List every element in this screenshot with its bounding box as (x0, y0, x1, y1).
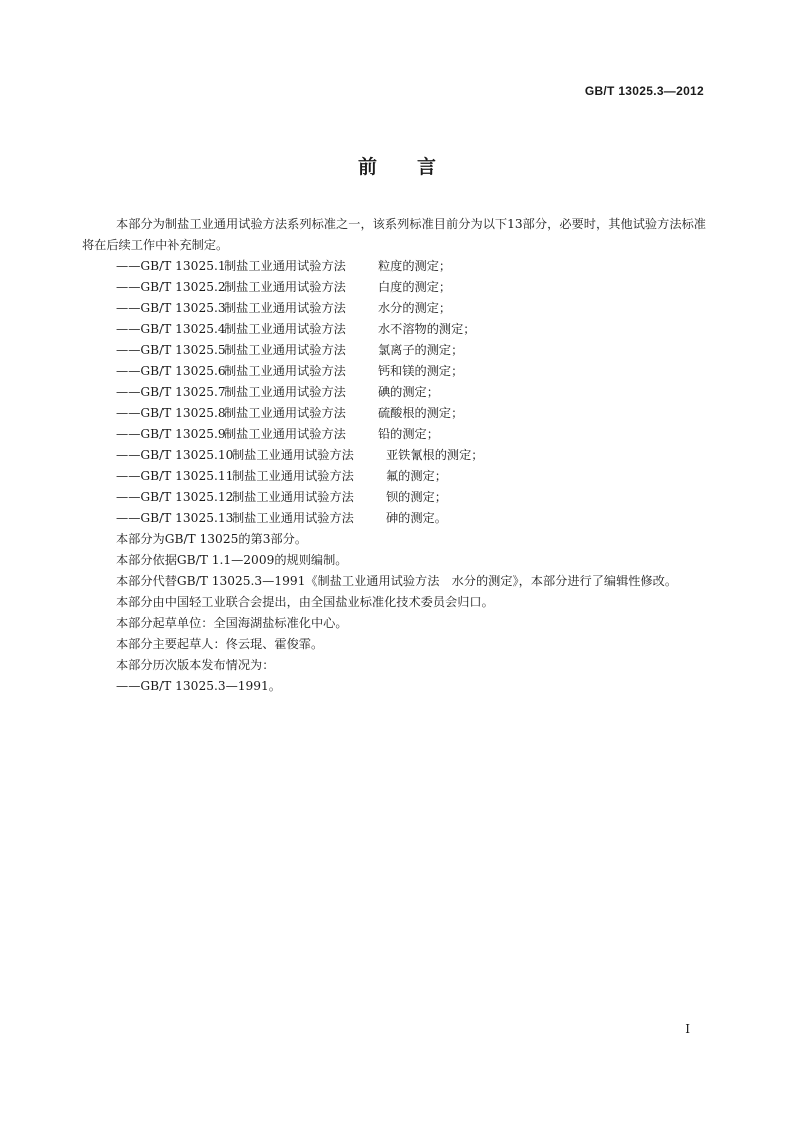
part-of-paragraph: 本部分为GB/T 13025的第3部分。 (116, 532, 308, 546)
list-item (82, 466, 706, 487)
list-item (82, 403, 706, 424)
part-method: 制盐工业通用试验方法 (224, 301, 346, 315)
list-item (82, 277, 706, 298)
part-subject: 水分的测定； (378, 301, 452, 315)
part-subject: 氟的测定； (386, 469, 447, 483)
part-subject: 钡的测定； (386, 490, 447, 504)
part-code: ——GB/T 13025.2 (116, 280, 226, 294)
part-method: 制盐工业通用试验方法 (232, 448, 354, 462)
part-method: 制盐工业通用试验方法 (232, 511, 354, 525)
part-code: ——GB/T 13025.12 (116, 490, 234, 504)
part-subject: 硫酸根的测定； (378, 406, 464, 420)
part-method: 制盐工业通用试验方法 (224, 427, 346, 441)
part-code: ——GB/T 13025.9 (116, 427, 226, 441)
list-item (82, 382, 706, 403)
part-code: ——GB/T 13025.13 (116, 511, 234, 525)
standard-code-header: GB/T 13025.3—2012 (584, 84, 704, 98)
list-item (82, 340, 706, 361)
drafting-rules-paragraph: 本部分依据GB/T 1.1—2009的规则编制。 (116, 553, 348, 567)
history-heading: 本部分历次版本发布情况为： (116, 658, 275, 672)
list-item (82, 487, 706, 508)
part-code: ——GB/T 13025.8 (116, 406, 226, 420)
part-method: 制盐工业通用试验方法 (224, 259, 346, 273)
list-item (82, 319, 706, 340)
part-method: 制盐工业通用试验方法 (224, 364, 346, 378)
page-number: I (685, 1022, 690, 1036)
part-subject: 钙和镁的测定； (378, 364, 464, 378)
part-code: ——GB/T 13025.4 (116, 322, 226, 336)
part-subject: 粒度的测定； (378, 259, 452, 273)
drafters-paragraph: 本部分主要起草人：佟云琨、霍俊霏。 (116, 637, 324, 651)
page-title: 前言 (357, 156, 476, 178)
intro-paragraph: 本部分为制盐工业通用试验方法系列标准之一，该系列标准目前分为以下13部分，必要时，其他试验方法标准将在后续工作中补充制定。 (82, 217, 706, 252)
part-method: 制盐工业通用试验方法 (224, 322, 346, 336)
part-method: 制盐工业通用试验方法 (224, 385, 346, 399)
part-subject: 砷的测定。 (386, 511, 447, 525)
part-subject: 氯离子的测定； (378, 343, 464, 357)
part-subject: 亚铁氰根的测定； (386, 448, 484, 462)
part-code: ——GB/T 13025.10 (116, 448, 234, 462)
part-method: 制盐工业通用试验方法 (224, 343, 346, 357)
history-item: ——GB/T 13025.3—1991。 (116, 679, 281, 693)
part-code: ——GB/T 13025.1 (116, 259, 226, 273)
parts-list (82, 256, 706, 529)
part-code: ——GB/T 13025.5 (116, 343, 226, 357)
part-subject: 水不溶物的测定； (378, 322, 476, 336)
part-method: 制盐工业通用试验方法 (224, 280, 346, 294)
part-subject: 白度的测定； (378, 280, 452, 294)
list-item (82, 361, 706, 382)
foreword-body (82, 214, 706, 697)
list-item (82, 424, 706, 445)
part-method: 制盐工业通用试验方法 (224, 406, 346, 420)
proposed-by-paragraph: 本部分由中国轻工业联合会提出，由全国盐业标准化技术委员会归口。 (116, 595, 494, 609)
part-code: ——GB/T 13025.7 (116, 385, 226, 399)
part-code: ——GB/T 13025.3 (116, 301, 226, 315)
part-code: ——GB/T 13025.6 (116, 364, 226, 378)
list-item (82, 298, 706, 319)
part-method: 制盐工业通用试验方法 (232, 490, 354, 504)
part-subject: 铅的测定； (378, 427, 439, 441)
part-code: ——GB/T 13025.11 (116, 469, 234, 483)
part-method: 制盐工业通用试验方法 (232, 469, 354, 483)
drafting-unit-paragraph: 本部分起草单位：全国海湖盐标准化中心。 (116, 616, 348, 630)
list-item (82, 256, 706, 277)
list-item (82, 508, 706, 529)
replaces-paragraph: 本部分代替GB/T 13025.3—1991《制盐工业通用试验方法 水分的测定》，本部分进行了编辑性修改。 (116, 574, 678, 588)
part-subject: 碘的测定； (378, 385, 439, 399)
list-item (82, 445, 706, 466)
